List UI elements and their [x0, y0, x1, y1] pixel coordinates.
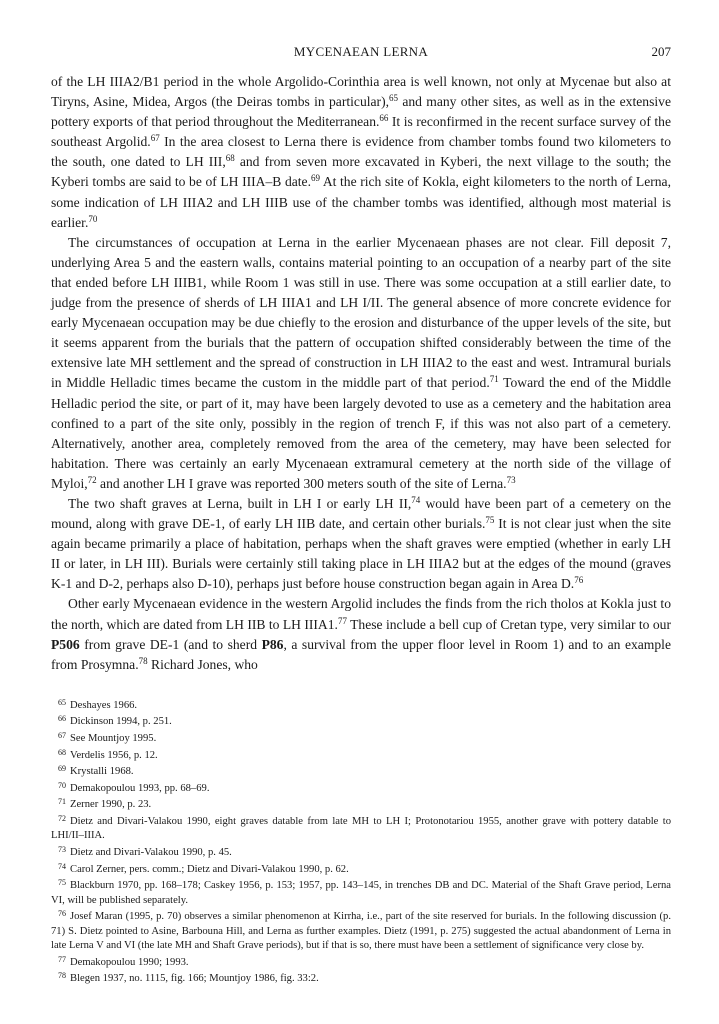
footnote-reference: 70	[88, 213, 98, 224]
footnote-text: Verdelis 1956, p. 12.	[70, 749, 158, 761]
footnote-text: Dietz and Divari-Valakou 1990, eight graves datable from late MH to LH I; Protonotariou 1955, another grave with pottery datable to LHI/II–IIIA.	[51, 815, 671, 842]
footnote-reference: 69	[310, 173, 320, 184]
footnote-reference: 66	[379, 113, 389, 124]
text-run: At the rich site of Kokla, eight kilometers to the north of Lerna, some indication of LH IIIA2 and LH IIIB use of the chamber tombs was identified, although most material is earlier.	[51, 174, 671, 230]
footnote: 68 Verdelis 1956, p. 12.	[58, 747, 158, 761]
text-run: In the area closest to Lerna there is evidence from chamber tombs found two kilometers to the south, one dated to LH III,	[51, 134, 671, 170]
text-run: The circumstances of occupation at Lerna in the earlier Mycenaean phases are not clear. Fill deposit 7, underlying Area 5 and the eastern walls, contains material pointing to an occupation of a nearby part of the site that ended before LH IIIB1, while Room 1 was still in use. There was some occupation at a still earlier date, to judge from the presence of sherds of LH IIIA1 and LH I/II. The general absence of more concrete evidence for early Mycenaean occupation may be due chiefly to the erosion and disturbance of the upper levels of the site, but it seems apparent from the burials that the pattern of occupation shifted considerably between the time of the extensive late MH settlement and the spread of construction in LH IIIA2 to the east and west. Intramural burials in Middle Helladic times became the custom in the middle part of that period.	[51, 234, 671, 391]
footnote: 76 Josef Maran (1995, p. 70) observes a similar phenomenon at Kirrha, i.e., part of the site reserved for burials. In the following discussion (p. 71) S. Dietz pointed to Asine, Barbouna Hill, and Lerna as further examples. Dietz (1991, p. 275) suggested the actual abandonment of Lerna in late Lerna V and VI (the late MH and Shaft Grave periods), but if that is so, there must have been a settlement of significance very close by.	[51, 909, 671, 951]
page-number: 207	[651, 44, 671, 59]
body-paragraph	[51, 594, 671, 674]
footnote-text: Blegen 1937, no. 1115, fig. 166; Mountjoy 1986, fig. 33:2.	[70, 973, 319, 985]
running-title: MYCENAEAN LERNA	[293, 44, 429, 59]
text-run: and another LH I grave was reported 300 meters south of the site of Lerna.	[96, 475, 507, 491]
footnote-text: Krystalli 1968.	[70, 766, 134, 778]
body-paragraph	[51, 72, 671, 233]
body-paragraph	[51, 233, 671, 494]
text-run: Richard Jones, who	[147, 656, 258, 672]
footnote: 67 See Mountjoy 1995.	[58, 731, 157, 744]
text-run: These include a bell cup of Cretan type, very similar to our	[346, 616, 672, 632]
catalogue-number: P506	[51, 636, 80, 652]
text-run: It is reconfirmed in the recent surface survey of the southeast Argolid.	[51, 114, 671, 150]
footnote-reference: 77	[337, 615, 347, 626]
footnote-reference: 78	[138, 655, 148, 666]
footnote-reference: 74	[411, 494, 421, 505]
footnote-reference: 65	[389, 93, 399, 104]
footnote-reference: 67	[150, 133, 160, 144]
footnote: 74 Carol Zerner, pers. comm.; Dietz and Divari-Valakou 1990, p. 62.	[58, 861, 349, 875]
footnotes	[51, 699, 671, 987]
footnote: 70 Demakopoulou 1993, pp. 68–69.	[58, 780, 210, 794]
footnote-reference: 68	[225, 153, 235, 164]
footnote-text: Demakopoulou 1990; 1993.	[70, 956, 189, 968]
footnote-text: Dietz and Divari-Valakou 1990, p. 45.	[70, 846, 232, 858]
footnote: 73 Dietz and Divari-Valakou 1990, p. 45.	[58, 844, 232, 858]
footnote-text: Josef Maran (1995, p. 70) observes a similar phenomenon at Kirrha, i.e., part of the site reserved for burials. In the following discussion (p. 71) S. Dietz pointed to Asine, Barbouna Hill, and Lerna as further examples. Dietz (1991, p. 275) suggested the actual abandonment of Lerna in late Lerna V and VI (the late MH and Shaft Grave periods), but if that is so, there must have been a settlement of significance very close by.	[51, 911, 671, 951]
footnote-reference: 72	[87, 474, 97, 485]
footnote-text: Deshayes 1966.	[70, 699, 138, 711]
footnote-text: Blackburn 1970, pp. 168–178; Caskey 1956, p. 153; 1957, pp. 143–145, in trenches DB and DC. Material of the Shaft Grave period, Lerna VI, will be published separately.	[51, 880, 671, 906]
footnote: 71 Zerner 1990, p. 23.	[58, 797, 152, 811]
catalogue-number: P86	[261, 636, 284, 652]
footnote: 72 Dietz and Divari-Valakou 1990, eight graves datable from late MH to LH I; Protonotariou 1955, another grave with pottery datable to LHI/II–IIIA.	[51, 813, 671, 842]
footnote-text: Dickinson 1994, p. 251.	[70, 716, 172, 728]
text-run: It is not clear just when the site again became primarily a place of habitation, perhaps when the shaft graves were emptied (whether in early LH II or later, in LH III). Burials were certainly still taking place in LH IIIA2 but at the edges of the mound (graves K-1 and D-2, perhaps also D-10), perhaps just before house construction began again in Area D.	[51, 516, 671, 592]
text-run: from grave DE-1 (and to sherd	[79, 636, 262, 652]
footnote: 66 Dickinson 1994, p. 251.	[58, 714, 172, 728]
footnote: 78 Blegen 1937, no. 1115, fig. 166; Mountjoy 1986, fig. 33:2.	[58, 971, 319, 985]
footnote-reference: 71	[489, 374, 499, 385]
footnote-text: Carol Zerner, pers. comm.; Dietz and Divari-Valakou 1990, p. 62.	[70, 863, 349, 875]
footnote-text: See Mountjoy 1995.	[70, 733, 157, 744]
footnote: 65 Deshayes 1966.	[58, 697, 138, 711]
text-run: , a survival from the upper floor level in Room 1) and to an example from Prosymna.	[51, 636, 671, 672]
footnote-reference: 73	[506, 474, 516, 485]
footnote-text: Zerner 1990, p. 23.	[70, 799, 152, 811]
footnote: 77 Demakopoulou 1990; 1993.	[58, 954, 189, 968]
footnote-reference: 75	[485, 515, 495, 526]
body-text	[51, 72, 671, 675]
text-run: would have been part of a cemetery on the mound, along with grave DE-1, of early LH IIB date, and certain other burials.	[51, 495, 671, 532]
text-run: The two shaft graves at Lerna, built in LH I or early LH II,	[68, 495, 412, 511]
text-run: of the LH IIIA2/B1 period in the whole Argolido-Corinthia area is well known, not only at Mycenae but also at Tiryns, Asine, Midea, Argos (the Deiras tombs in particular),	[51, 74, 671, 110]
footnote: 69 Krystalli 1968.	[58, 764, 134, 778]
footnote-text: Demakopoulou 1993, pp. 68–69.	[70, 782, 210, 794]
text-run: and many other sites, as well as in the extensive pottery exports of that period throughout the Mediterranean.	[51, 94, 671, 130]
footnote-reference: 76	[574, 575, 584, 586]
text-run: Other early Mycenaean evidence in the western Argolid includes the finds from the rich tholos at Kokla just to the north, which are dated from LH IIB to LH IIIA1.	[51, 596, 671, 632]
body-paragraph	[51, 494, 671, 594]
text-run: and from seven more excavated in Kyberi, the next village to the south; the Kyberi tombs are said to be of LH IIIA–B date.	[51, 154, 672, 190]
running-header	[51, 38, 671, 60]
page	[51, 38, 671, 989]
footnote: 75 Blackburn 1970, pp. 168–178; Caskey 1956, p. 153; 1957, pp. 143–145, in trenches DB and DC. Material of the Shaft Grave period, Lerna VI, will be published separately.	[51, 878, 671, 906]
text-run: Toward the end of the Middle Helladic period the site, or part of it, may have been largely devoted to use as a cemetery and the habitation area confined to a part of the site only, possibly in the region of trench F, if this was not also part of a cemetery. Alternatively, another area, completely removed from the area of the cemetery, may have been selected for habitation. There was certainly an early Mycenaean extramural cemetery at the north side of the village of Myloi,	[51, 375, 671, 491]
